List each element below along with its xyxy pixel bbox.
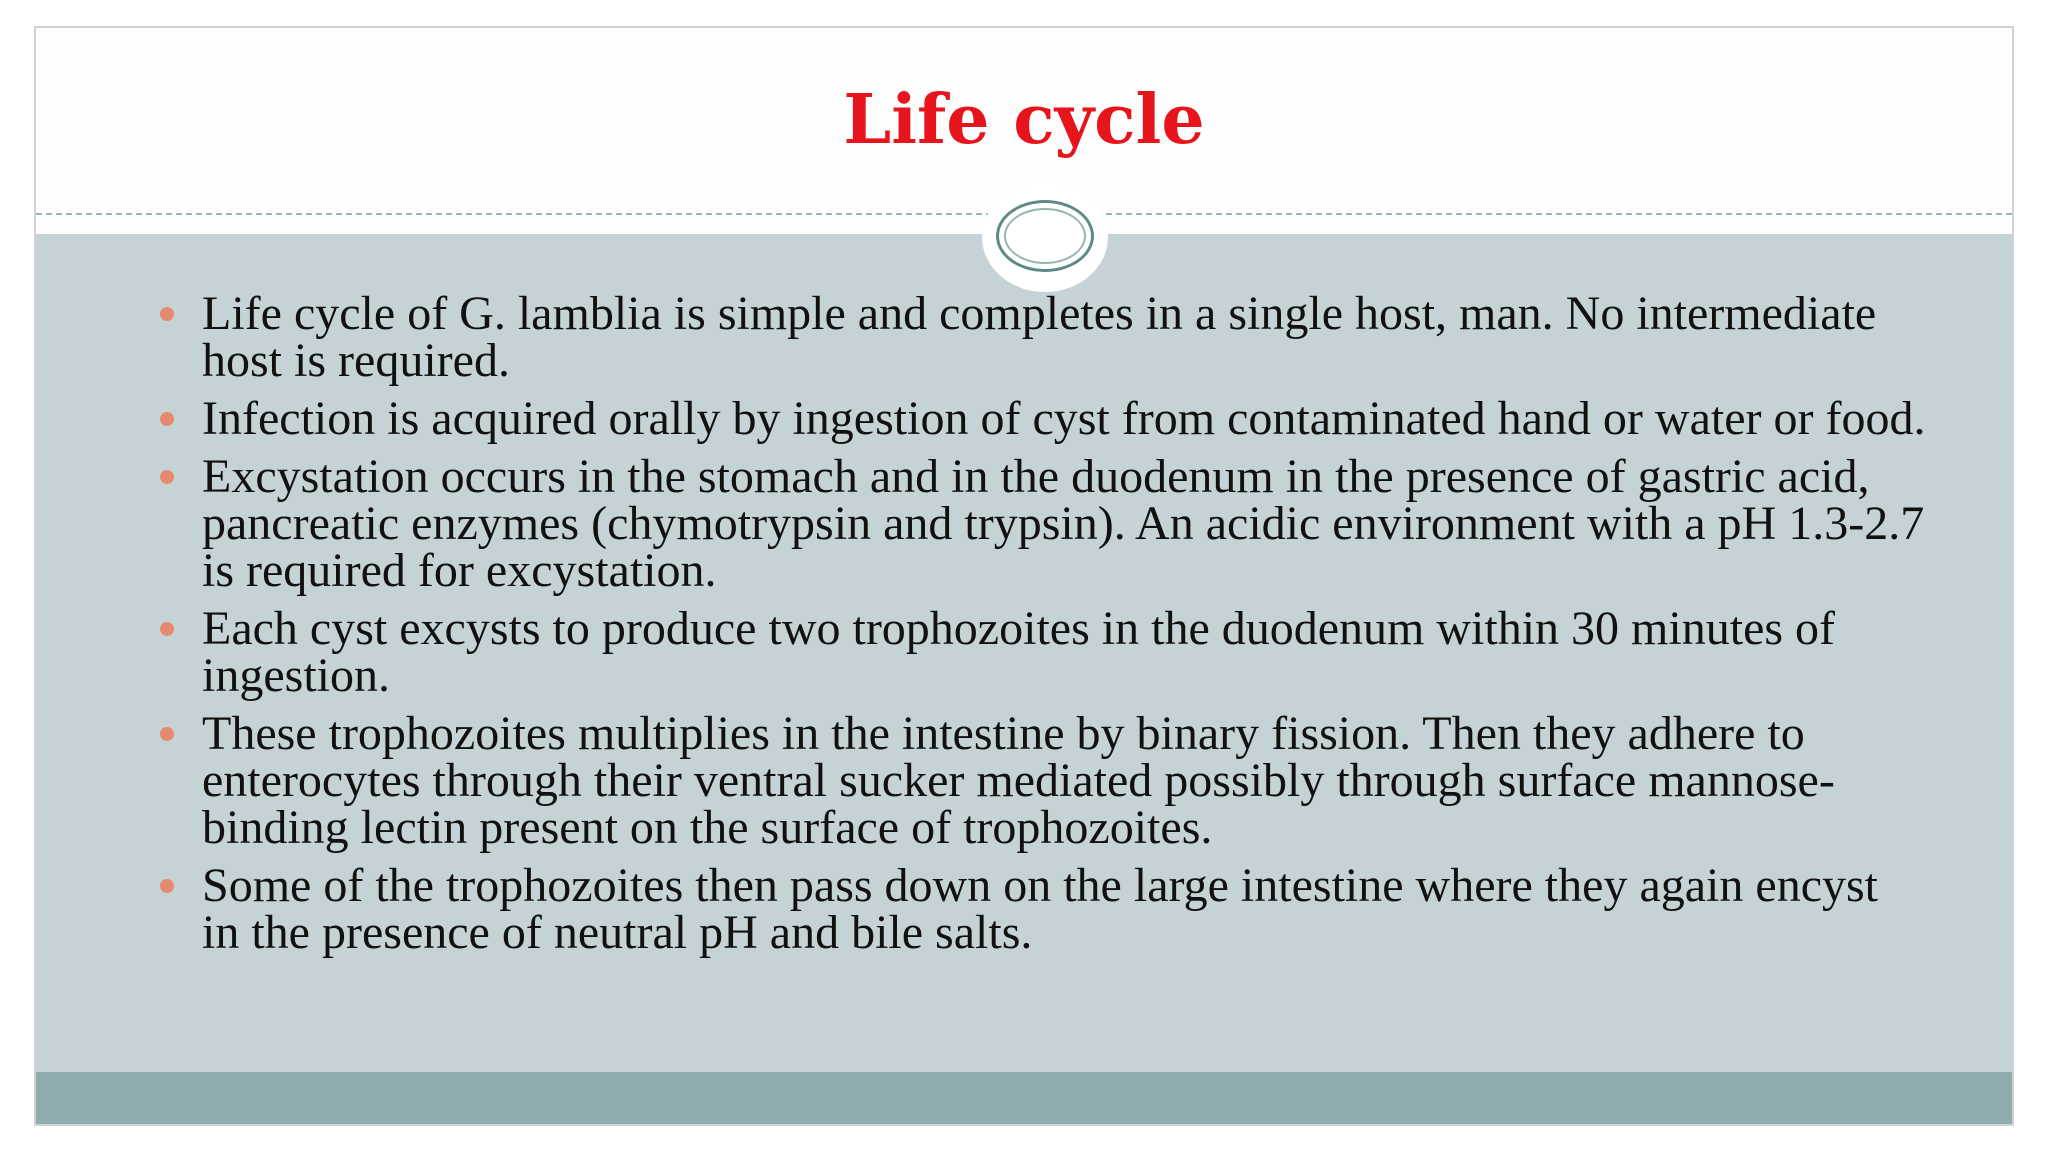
bullet-dot-icon [160, 307, 174, 321]
footer-band [36, 1072, 2012, 1124]
bullet-dot-icon [160, 622, 174, 636]
bullet-text: These trophozoites multiplies in the intestine by binary fission. Then they adhere to enterocytes through their ventral sucker mediated possibly through surface mannose-binding lectin present on the surface of trophozoites. [202, 707, 1835, 854]
ornament-ring-inner [1004, 208, 1086, 264]
bullet-text: Life cycle of G. lamblia is simple and completes in a single host, man. No intermediate host is required. [202, 287, 1877, 387]
bullet-text: Excystation occurs in the stomach and in the duodenum in the presence of gastric acid, pancreatic enzymes (chymotrypsin and trypsin). An acidic environment with a pH 1.3-2.7 is required for excystation. [202, 450, 1925, 597]
ornament-ring [996, 200, 1094, 272]
bullet-dot-icon [160, 470, 174, 484]
bullet-dot-icon [160, 879, 174, 893]
bullet-text: Infection is acquired orally by ingestion of cyst from contaminated hand or water or food. [202, 392, 1926, 445]
bullet-item [166, 859, 1926, 959]
circle-ornament-icon [982, 182, 1108, 292]
slide-title: Life cycle [843, 80, 1205, 160]
bullet-text: Some of the trophozoites then pass down on the large intestine where they again encyst in the presence of neutral pH and bile salts. [202, 859, 1879, 959]
bullet-text: Each cyst excysts to produce two trophozoites in the duodenum within 30 minutes of ingestion. [202, 602, 1836, 702]
bullet-item [166, 450, 1926, 597]
bullet-item [166, 392, 1926, 445]
bullet-dot-icon [160, 412, 174, 426]
bullet-item [166, 602, 1926, 702]
bullet-item [166, 287, 1926, 387]
bullet-dot-icon [160, 727, 174, 741]
bullet-list [166, 287, 1926, 967]
bullet-item [166, 707, 1926, 854]
